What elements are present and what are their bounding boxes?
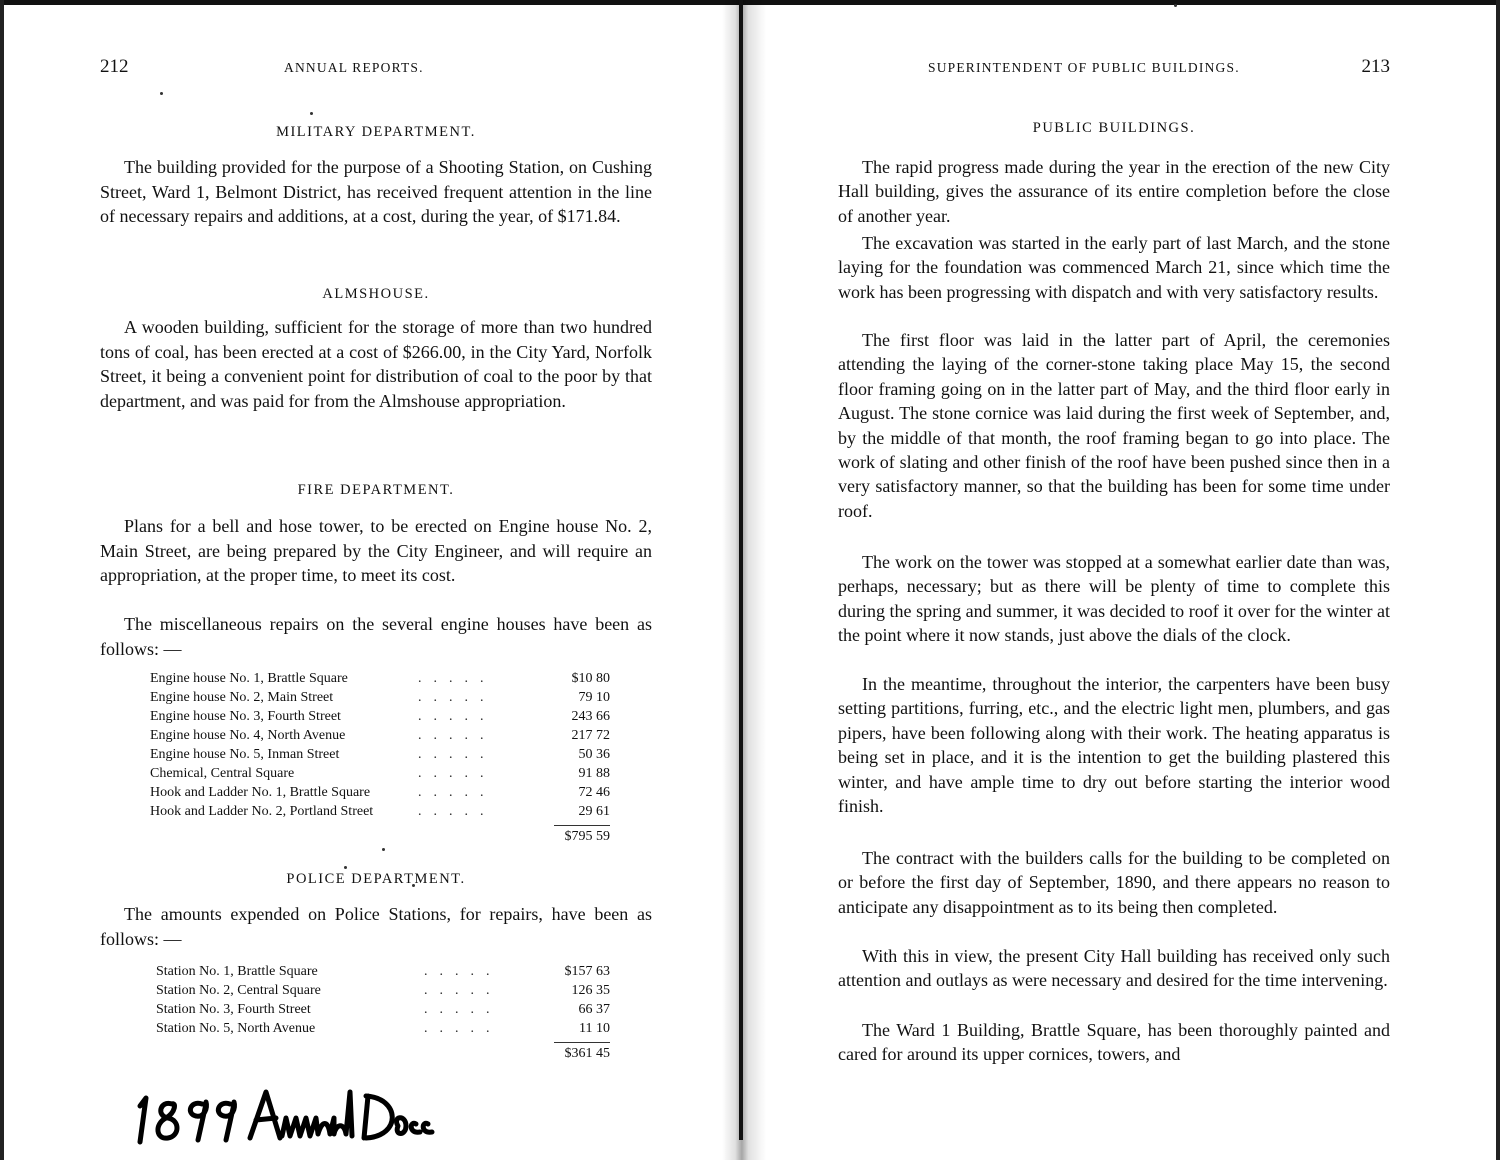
hw-digit-1	[140, 1098, 146, 1142]
fire-repair-row	[150, 669, 610, 688]
item-label: Engine house No. 4, North Avenue	[150, 728, 346, 743]
fire-paragraph-repairs: The miscellaneous repairs on the several engine houses have been as follows: —	[100, 614, 652, 659]
leader-dots: .....	[418, 671, 496, 686]
item-amount: 126 35	[571, 983, 610, 998]
running-title-left: ANNUAL REPORTS.	[284, 60, 424, 75]
total-rule	[554, 1042, 610, 1043]
leader-dots: .....	[424, 1002, 502, 1017]
item-label: Station No. 5, North Avenue	[156, 1021, 316, 1036]
scan-border-left	[0, 0, 4, 1160]
paragraph-ward-1: The Ward 1 Building, Brattle Square, has been thoroughly painted and cared for around its upper cornices, towers, and	[838, 1020, 1390, 1065]
fire-repair-row	[150, 688, 610, 707]
paragraph-old-city-hall: With this in view, the present City Hall building has received only such attention and outlays as were necessary and desired for the time intervening.	[838, 946, 1390, 991]
leader-dots: .....	[424, 1021, 502, 1036]
paragraph-excavation: The excavation was started in the early part of last March, and the stone laying for the foundation was commenced March 21, since which time the work has been progressing with dispatch and with very satisfactory results.	[838, 233, 1390, 302]
fire-repair-row	[150, 707, 610, 726]
fire-heading: FIRE DEPARTMENT.	[297, 482, 455, 498]
fire-repairs-table	[150, 669, 610, 849]
handwritten-annotation	[130, 1078, 440, 1150]
item-label: Station No. 2, Central Square	[156, 983, 321, 998]
almshouse-heading: ALMSHOUSE.	[322, 286, 430, 302]
hw-letter-a	[250, 1092, 280, 1138]
leader-dots: .....	[418, 709, 496, 724]
police-repair-row	[156, 962, 610, 981]
running-title-right: SUPERINTENDENT OF PUBLIC BUILDINGS.	[928, 60, 1240, 75]
paragraph-tower: The work on the tower was stopped at a somewhat earlier date than was, perhaps, necessary; but as there will be plenty of time to complete this during the spring and summer, it was decided to roof it over for the winter at the point where it now stands, just above the dials of the clock.	[838, 552, 1390, 646]
item-amount: 243 66	[571, 709, 610, 724]
item-label: Engine house No. 1, Brattle Square	[150, 671, 348, 686]
left-page	[100, 0, 652, 1160]
binding-gutter-shadow	[722, 0, 766, 1160]
item-amount: $10 80	[571, 671, 610, 686]
police-repairs-table	[156, 962, 610, 1066]
running-head-left	[100, 56, 652, 86]
military-paragraph: The building provided for the purpose of a Shooting Station, on Cushing Street, Ward 1, Belmont District, has received frequent attention in the line of necessary repairs and additions, at a cost, during the year, of $171.84.	[100, 157, 652, 227]
total-rule	[554, 825, 610, 826]
public-buildings-heading: PUBLIC BUILDINGS.	[1032, 120, 1196, 136]
fire-repair-row	[150, 745, 610, 764]
paragraph-floors: The first floor was laid in the latter part of April, the ceremonies attending the laying of the corner-stone taking place May 15, the second floor framing going on in the latter part of May, and the third floor early in August. The stone cornice was laid during the first week of September, and, by the middle of that month, the roof framing began to go into place. The work of slating and other finish of the roof have been pushed since then in a very satisfactory manner, so that the building has been for some time under roof.	[838, 330, 1390, 521]
item-label: Engine house No. 2, Main Street	[150, 690, 334, 705]
item-label: Engine house No. 3, Fourth Street	[150, 709, 341, 724]
item-amount: 50 36	[578, 747, 610, 762]
leader-dots: .....	[418, 690, 496, 705]
fire-repair-row	[150, 764, 610, 783]
police-repairs-total-row	[156, 1044, 610, 1066]
item-amount: 79 10	[578, 690, 610, 705]
binding-gutter-line	[739, 0, 743, 1140]
item-amount: 11 10	[579, 1021, 610, 1036]
item-amount: 217 72	[571, 728, 610, 743]
police-repair-row	[156, 1000, 610, 1019]
fire-repair-row	[150, 783, 610, 802]
hw-letter-d	[364, 1096, 392, 1138]
police-repairs-total: $361 45	[564, 1046, 610, 1061]
police-repairs-rows	[156, 962, 610, 1038]
military-heading: MILITARY DEPARTMENT.	[276, 124, 476, 140]
item-label: Engine house No. 5, Inman Street	[150, 747, 340, 762]
leader-dots: .....	[418, 747, 496, 762]
fire-paragraph-plans: Plans for a bell and hose tower, to be erected on Engine house No. 2, Main Street, are being prepared by the City Engineer, and will require an appropriation, at the proper time, to meet its cost.	[100, 516, 652, 586]
item-amount: 91 88	[578, 766, 610, 781]
item-label: Station No. 1, Brattle Square	[156, 964, 318, 979]
item-amount: $157 63	[564, 964, 610, 979]
page-number-left: 212	[100, 56, 129, 77]
scan-border-right	[1496, 0, 1500, 1160]
police-heading: POLICE DEPARTMENT.	[286, 871, 466, 887]
paragraph-progress: The rapid progress made during the year in the erection of the new City Hall building, gives the assurance of its entire completion before the close of another year.	[838, 157, 1390, 226]
fire-repairs-total-row	[150, 827, 610, 849]
fire-repairs-total: $795 59	[564, 829, 610, 844]
fire-repair-row	[150, 726, 610, 745]
paragraph-contract: The contract with the builders calls for the building to be completed on or before the first day of September, 1890, and there appears no reason to anticipate any disappointment as to its being then completed.	[838, 848, 1390, 917]
item-label: Hook and Ladder No. 1, Brattle Square	[150, 785, 371, 800]
police-paragraph: The amounts expended on Police Stations, for repairs, have been as follows: —	[100, 904, 652, 949]
leader-dots: .....	[424, 964, 502, 979]
police-repair-row	[156, 1019, 610, 1038]
hw-digit-9a	[190, 1102, 206, 1140]
right-page	[838, 0, 1390, 1160]
hw-letters-oc	[397, 1118, 432, 1134]
hw-word-annual	[282, 1092, 352, 1136]
hw-digit-9b	[218, 1102, 234, 1140]
police-repair-row	[156, 981, 610, 1000]
running-head-right	[838, 56, 1390, 86]
leader-dots: .....	[418, 766, 496, 781]
item-amount: 66 37	[578, 1002, 610, 1017]
page-number-right: 213	[1361, 56, 1390, 77]
item-amount: 29 61	[578, 804, 610, 819]
leader-dots: .....	[424, 983, 502, 998]
item-label: Hook and Ladder No. 2, Portland Street	[150, 804, 374, 819]
fire-repair-row	[150, 802, 610, 821]
item-label: Station No. 3, Fourth Street	[156, 1002, 311, 1017]
fire-repairs-rows	[150, 669, 610, 821]
leader-dots: .....	[418, 804, 496, 819]
leader-dots: .....	[418, 728, 496, 743]
item-amount: 72 46	[578, 785, 610, 800]
almshouse-paragraph: A wooden building, sufficient for the storage of more than two hundred tons of coal, has been erected at a cost of $266.00, in the City Yard, Norfolk Street, it being a convenient point for distribution of coal to the poor by that department, and was paid for from the Almshouse appropriation.	[100, 317, 652, 411]
hw-digit-8	[158, 1103, 177, 1138]
item-label: Chemical, Central Square	[150, 766, 295, 781]
paragraph-interior: In the meantime, throughout the interior, the carpenters have been busy setting partitions, furring, etc., and the electric light men, plumbers, and gas pipers, have been following along with their work. The heating apparatus is being set in place, and it is the intention to get the building plastered this winter, and have ample time to dry out before starting the interior wood finish.	[838, 674, 1390, 817]
leader-dots: .....	[418, 785, 496, 800]
